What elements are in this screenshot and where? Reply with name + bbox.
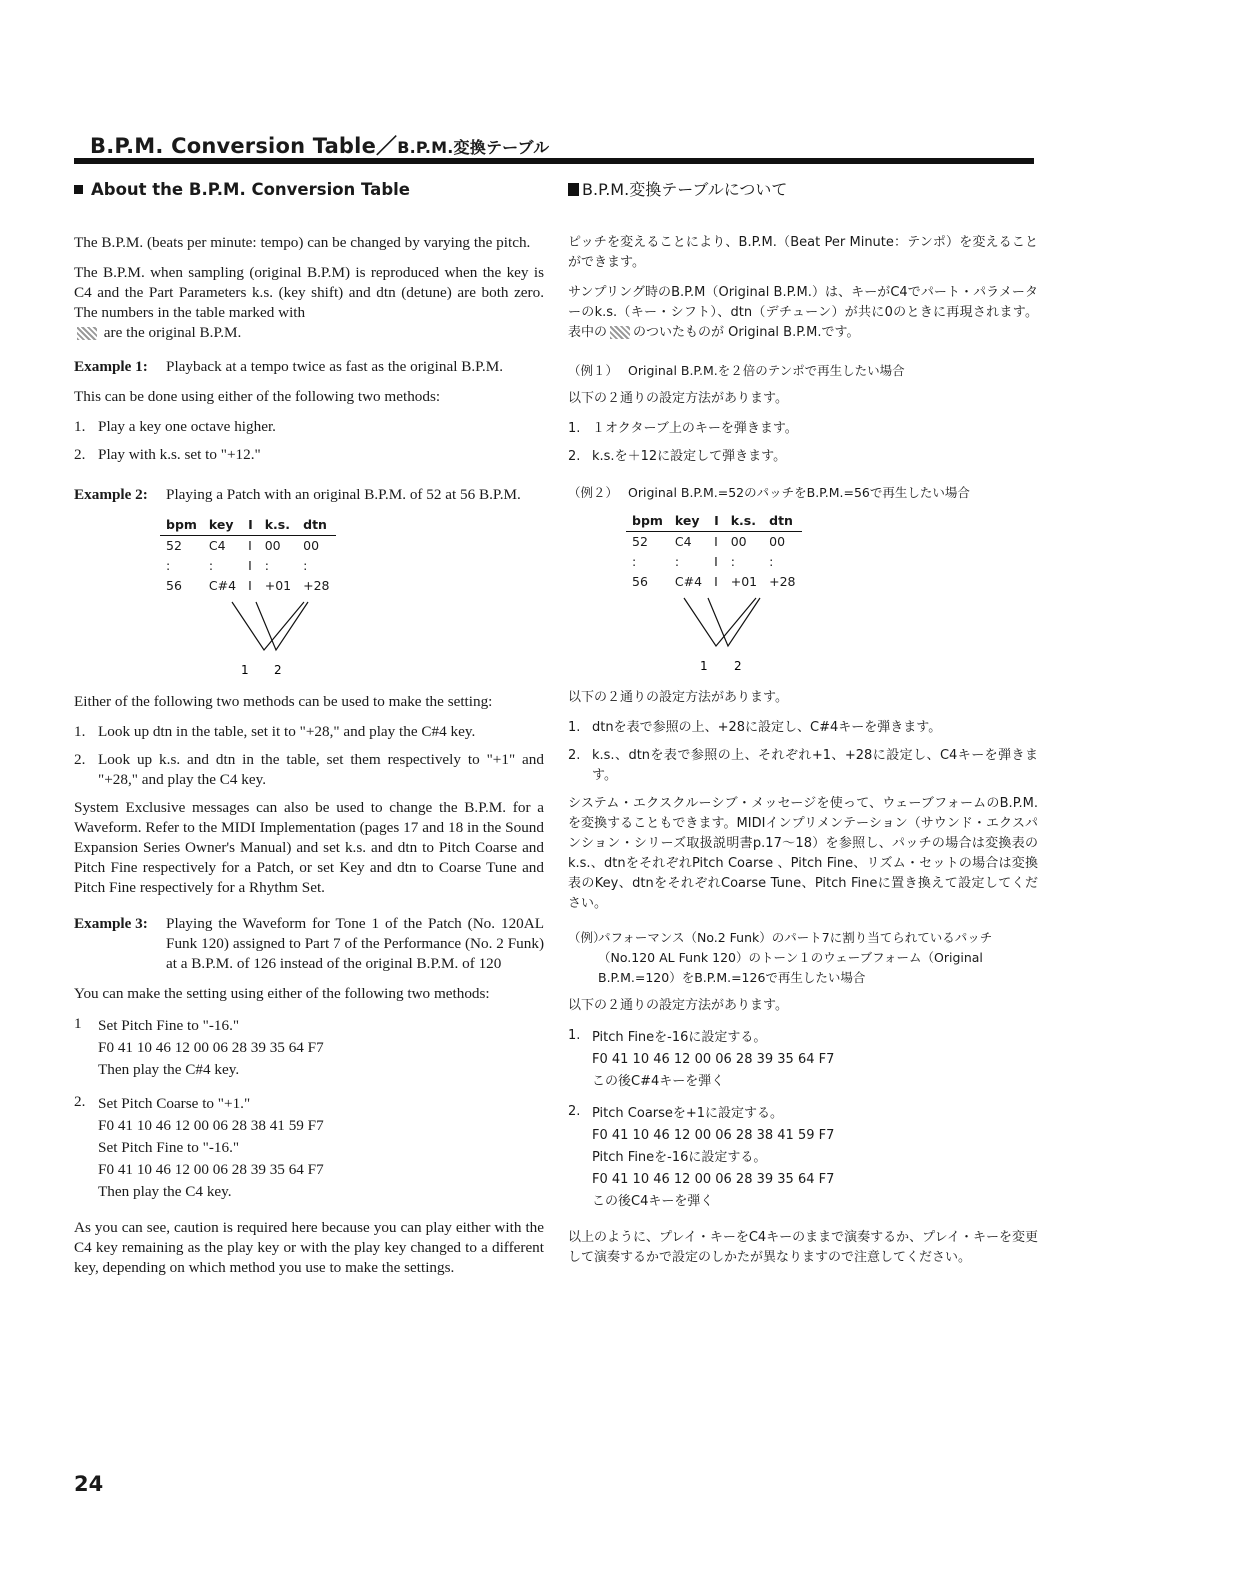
diagram-label-2: 2: [734, 659, 742, 673]
title-rule: [74, 158, 1034, 164]
list-item: 1. Play a key one octave higher.: [74, 418, 276, 435]
original-bpm-paragraph: The B.P.M. when sampling (original B.P.M) is reproduced when the key is C4 and the Part Parameters k.s. (key shift) and dtn (detune) are both zero. The numbers in the table marked with are the original B.P.M.: [74, 264, 544, 341]
square-bullet-icon: [568, 183, 579, 196]
table-row: 56 C#4 I +01 +28: [632, 574, 796, 589]
example-3: （例） パフォーマンス（No.2 Funk）のパート7に割り当てられているパッチ（No.120 AL Funk 120）のトーン１のウェーブフォーム（Original B.P.M.=120）をB.P.M.=126で再生したい場合: [568, 930, 993, 985]
example-3: Example 3: Playing the Waveform for Tone 1 of the Patch (No. 120AL Funk 120) assigned to Part 7 of the Performance (No. 2 Funk) at a B.P.M. of 126 instead of the original B.P.M. of 120: [74, 915, 544, 972]
table-row: : : I : :: [166, 558, 308, 573]
table-row: : : I : :: [632, 554, 774, 569]
method-lines-svg: [224, 598, 344, 678]
table-row: 52 C4 I 00 00: [166, 538, 320, 553]
highlight-marker-icon: [77, 327, 97, 340]
example-1-intro: This can be done using either of the following two methods:: [74, 388, 441, 405]
method-arrow-diagram: [224, 598, 344, 678]
bpm-table: bpm key I k.s. dtn 52 C4 I 00 00 : : I : : 56 C#4 I +01 +28: [626, 511, 802, 592]
intro-paragraph: ピッチを変えることにより、B.P.M.（Beat Per Minute：テンポ）を変えることができます。: [568, 235, 1038, 270]
example-1-intro: 以下の２通りの設定方法があります。: [568, 391, 788, 406]
sysex-hex-string: F0 41 10 46 12 00 06 28 38 41 59 F7: [98, 1117, 324, 1134]
method-2: 2. Set Pitch Coarse to "+1." F0 41 10 46 12 00 06 28 38 41 59 F7 Set Pitch Fine to "-16." F0 41 10 46 12 00 06 28 39 35 64 F7 Then play the C4 key.: [74, 1092, 544, 1204]
english-column: [74, 180, 544, 1288]
sysex-hex-string: F0 41 10 46 12 00 06 28 39 35 64 F7: [592, 1172, 835, 1187]
method-1: 1. Pitch Fineを-16に設定する。 F0 41 10 46 12 00 06 28 39 35 64 F7 この後C#4キーを弾く: [568, 1026, 1038, 1094]
diagram-label-1: 1: [241, 663, 249, 677]
title-japanese: B.P.M.変換テーブル: [397, 138, 550, 157]
title-english: B.P.M. Conversion Table: [90, 134, 377, 158]
sysex-hex-string: F0 41 10 46 12 00 06 28 39 35 64 F7: [98, 1161, 324, 1178]
list-item: 1. dtnを表で参照の上、+28に設定し、C#4キーを弾きます。: [568, 720, 942, 735]
table-row: 52 C4 I 00 00: [632, 534, 786, 549]
japanese-column: [568, 180, 1038, 1278]
title-separator: ／: [376, 134, 398, 158]
example-2-intro: 以下の２通りの設定方法があります。: [568, 690, 788, 705]
diagram-label-1: 1: [700, 659, 708, 673]
list-item: 1. Look up dtn in the table, set it to "+28," and play the C#4 key.: [74, 723, 476, 740]
closing-paragraph: As you can see, caution is required here because you can play either with the C4 key remaining as the play key or with the play key changed to a different key, depending on which method you use to make the settings.: [74, 1219, 544, 1276]
list-item: 2. k.s.を＋12に設定して弾きます。: [568, 449, 787, 464]
method-2: 2. Pitch Coarseを+1に設定する。 F0 41 10 46 12 00 06 28 38 41 59 F7 Pitch Fineを-16に設定する。 F0 41 10 46 12 00 06 28 39 35 64 F7 この後C4キーを弾く: [568, 1102, 1038, 1214]
diagram-label-2: 2: [274, 663, 282, 677]
method-arrow-diagram: [676, 594, 796, 674]
method-1: 1 Set Pitch Fine to "-16." F0 41 10 46 12 00 06 28 39 35 64 F7 Then play the C#4 key.: [74, 1014, 544, 1082]
list-item: 1. １オクターブ上のキーを弾きます。: [568, 421, 798, 436]
sysex-hex-string: F0 41 10 46 12 00 06 28 39 35 64 F7: [98, 1039, 324, 1056]
sysex-paragraph: System Exclusive messages can also be used to change the B.P.M. for a Waveform. Refer to the MIDI Implementation (pages 17 and 18 in the Sound Expansion Series Owner's Manual) and set k.s. and dtn to Pitch Coarse and Pitch Fine respectively for a Patch, or set Key and dtn to Coarse Tune and Pitch Fine respectively for a Rhythm Set.: [74, 799, 544, 896]
sysex-paragraph: システム・エクスクルーシブ・メッセージを使って、ウェーブフォームのB.P.M.を変換することもできます。MIDIインプリメンテーション（サウンド・エクスパンション・シリーズ取扱説明書p.17〜18）を参照し、パッチの場合は変換表のk.s.、dtnをそれぞれPitch Coarse 、Pitch Fine、リズム・セットの場合は変換表のKey、dtnをそれぞれCoarse Tune、Pitch Fineに置き換えて設定してください。: [568, 796, 1038, 911]
example-2: Example 2: Playing a Patch with an original B.P.M. of 52 at 56 B.P.M.: [74, 486, 521, 503]
list-item: 2. Play with k.s. set to "+12.": [74, 446, 261, 463]
example-2-intro: Either of the following two methods can be used to make the setting:: [74, 693, 493, 710]
closing-paragraph: 以上のように、プレイ・キーをC4キーのままで演奏するか、プレイ・キーを変更して演奏するかで設定のしかたが異なりますので注意してください。: [568, 1230, 1039, 1265]
sysex-hex-string: F0 41 10 46 12 00 06 28 39 35 64 F7: [592, 1052, 835, 1067]
page-title: [90, 130, 549, 160]
example-3-intro: You can make the setting using either of the following two methods:: [74, 985, 490, 1002]
example-2: （例２） Original B.P.M.=52のパッチをB.P.M.=56で再生したい場合: [568, 485, 970, 500]
original-bpm-paragraph: サンプリング時のB.P.M（Original B.P.M.）は、キーがC4でパート・パラメーターのk.s.（キー・シフト）、dtn（デチューン）が共に0のときに再現されます。表中の のついたものが Original B.P.M.です。: [568, 285, 1038, 340]
bpm-table: bpm key I k.s. dtn 52 C4 I 00 00 : : I : : 56 C#4 I +01 +28: [160, 515, 336, 596]
page-number: 24: [74, 1472, 104, 1496]
list-item: 2. k.s.、dtnを表で参照の上、それぞれ+1、+28に設定し、C4キーを弾きます。: [568, 748, 1038, 783]
table-row: 56 C#4 I +01 +28: [166, 578, 330, 593]
highlight-marker-icon: [610, 326, 630, 339]
sysex-hex-string: F0 41 10 46 12 00 06 28 38 41 59 F7: [592, 1128, 835, 1143]
list-item: 2. Look up k.s. and dtn in the table, set them respectively to "+1" and "+28," and play the C4 key.: [74, 751, 544, 788]
square-bullet-icon: [74, 185, 83, 194]
example-1: （例１） Original B.P.M.を２倍のテンポで再生したい場合: [568, 363, 905, 378]
method-lines-svg: [676, 594, 796, 674]
example-1: Example 1: Playback at a tempo twice as fast as the original B.P.M.: [74, 358, 504, 375]
english-section-heading: About the B.P.M. Conversion Table: [74, 180, 544, 200]
japanese-section-heading: B.P.M.変換テーブルについて: [568, 180, 1038, 200]
example-3-intro: 以下の２通りの設定方法があります。: [568, 998, 788, 1013]
intro-paragraph: The B.P.M. (beats per minute: tempo) can be changed by varying the pitch.: [74, 234, 531, 251]
